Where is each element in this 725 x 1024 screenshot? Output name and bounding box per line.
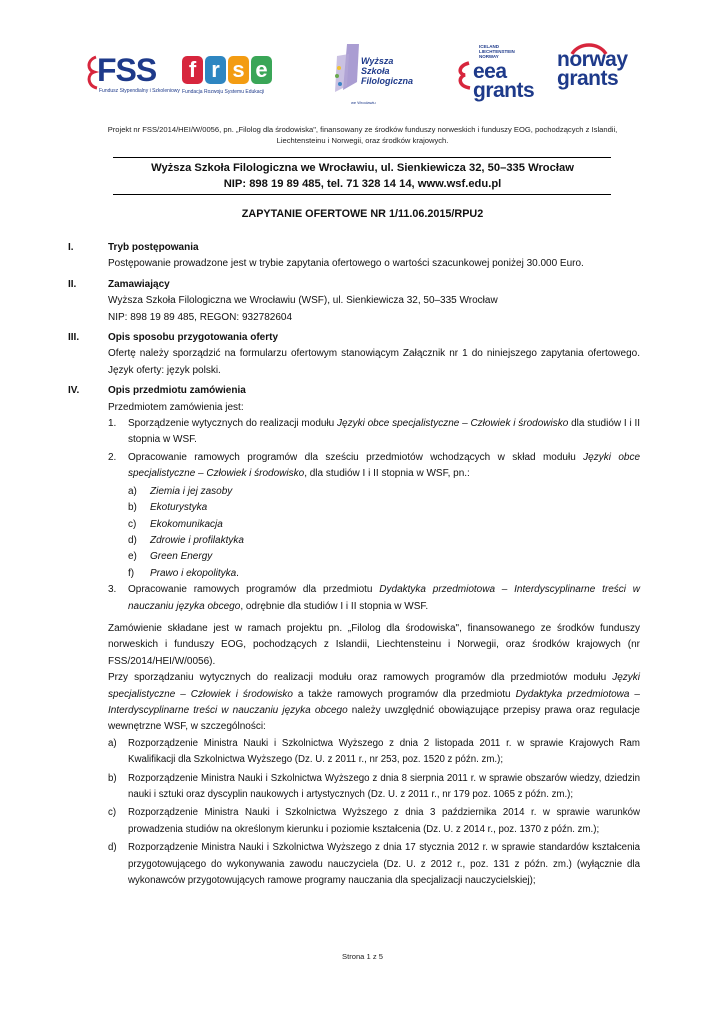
para-italic: Dydaktyka przedmiotowa – Interdyscyplinarne treści w nauczaniu języka obcego [108,688,640,716]
subject-name: Ziemia i jej zasoby [150,485,233,497]
list-marker: 1. [108,418,117,430]
list-marker: a) [108,737,117,749]
eea-word-2: grants [473,79,535,102]
eea-country-2: LIECHTENSTEIN [479,49,515,54]
frse-letter-e: e [251,56,272,84]
regulation-item [108,736,640,769]
section-line: Wyższa Szkoła Filologiczna we Wrocławiu (WSF), ul. Sienkiewicza 32, 50–335 Wrocław [108,295,498,307]
frse-letter-f: f [182,56,203,84]
norway-wordmark [557,50,628,88]
project-paragraph: Zamówienie składane jest w ramach projektu pn. „Filolog dla środowiska", finansowanego ze środków funduszy norweskich i funduszy EOG, pochodzących z Islandii, Liechtensteinu i Norwegii, oraz środków krajowych (nr FSS/2014/HEI/W/0056). [108,622,640,667]
regulation-text: Rozporządzenie Ministra Nauki i Szkolnictwa Wyższego z dnia 2 listopada 2011 r. w sprawie Krajowych Ram Kwalifikacji dla Szkolnictwa Wyższego (Dz. U. z 2011 r., nr 253, poz. 1520 z późn. zm.); [128,737,640,766]
institution-address: Wyższa Szkoła Filologiczna we Wrocławiu, ul. Sienkiewicza 32, 50–335 Wrocław [151,162,574,174]
subject-tail: . [236,567,239,579]
regulation-item [108,805,640,838]
section-heading: Opis przedmiotu zamówienia [108,385,246,397]
eea-country-3: NORWAY [479,54,499,59]
list-marker: f) [128,567,135,579]
section-3 [60,330,640,379]
section-heading: Zamawiający [108,278,170,290]
list-marker: 3. [108,584,117,596]
item-text: dla studiów I i II stopnia w WSF. [128,418,641,446]
scope-list [108,416,640,615]
frse-subtitle: Fundacja Rozwoju Systemu Edukacji [182,89,265,95]
para-text: a także ramowych programów dla przedmiotu [292,688,516,700]
project-note: Projekt nr FSS/2014/HEI/W/0056, pn. „Filolog dla środowiska", finansowany ze środków funduszy norweskich i funduszy EOG, pochodzących z Islandii, Liechtensteinu i Norwegii, oraz środków krajowych. [107,125,618,145]
fss-subtitle: Fundusz Stypendialny i Szkoleniowy [99,88,180,94]
fss-wordmark: FSS [97,52,157,88]
logo-bar [85,40,645,110]
item-text: Opracowanie ramowych programów dla sześciu przedmiotów wchodzących w skład modułu [128,451,584,463]
norway-grants-logo [557,50,639,106]
page-footer: Strona 1 z 5 [342,952,383,961]
sub-list-item [108,517,640,533]
sub-list-item [108,549,640,565]
list-marker: e) [128,551,137,563]
item-text: Opracowanie ramowych programów dla przedmiotu [128,584,380,596]
wsf-logo [331,40,414,108]
section-text: Ofertę należy sporządzić na formularzu ofertowym stanowiącym Załącznik nr 1 do niniejszego zapytania ofertowego. Język oferty: język polski. [108,348,640,376]
item-italic: Dydaktyka przedmiotowa – Interdyscyplinarne treści w nauczaniu języka obcego [128,584,640,612]
norway-word-2: grants [557,67,619,90]
item-text: Sporządzenie wytycznych do realizacji modułu [128,418,338,430]
header-divider-bottom [113,194,611,195]
sub-list-item [108,484,640,500]
wsf-line1: Wyższa [361,56,394,66]
regulation-item [108,771,640,804]
sub-list-item [108,566,640,582]
para-italic: Języki specjalistyczne – Człowiek i środowisko [108,672,640,700]
list-marker: b) [108,772,117,784]
header-divider-top [113,157,611,158]
subject-name: Zdrowie i profilaktyka [150,534,244,546]
regulation-text: Rozporządzenie Ministra Nauki i Szkolnictwa Wyższego z dnia 8 sierpnia 2011 r. w sprawie obszarów wiedzy, dziedzin nauki i sztuki oraz dyscyplin naukowych i artystycznych (Dz. U. z 2011 r., nr 179 poz. 1065 z późn. zm.); [128,772,640,800]
frse-logo [182,56,277,102]
list-marker: d) [108,842,117,854]
item-text: , odrębnie dla studiów I i II stopnia w WSF. [240,600,429,612]
list-marker: a) [128,485,137,497]
section-heading: Tryb postępowania [108,242,199,253]
section-4 [60,383,640,889]
list-item [108,450,640,483]
subject-name: Green Energy [150,551,213,563]
regulation-text: Rozporządzenie Ministra Nauki i Szkolnictwa Wyższego z dnia 3 października 2014 r. w sprawie warunków prowadzenia studiów na określonym kierunku i poziomie kształcenia (Dz. U. z 2014 r., poz. 1370 z późn. zm.); [128,807,640,835]
eea-grants-logo [455,44,540,106]
section-number: II. [68,278,77,290]
list-marker: c) [128,518,137,530]
sub-list-item [108,500,640,516]
wsf-face-icon [331,42,361,100]
regulation-text: Rozporządzenie Ministra Nauki i Szkolnictwa Wyższego z dnia 17 stycznia 2012 r. w sprawie standardów kształcenia przygotowującego do wykonywania zawodu nauczyciela (Dz. U. z 2012 r., poz. 131 z późn. zm.) (wyłącznie dla wykonawców przygotowujących ramowe programy nauczania dla specjalizacji nauczycielskiej); [128,842,640,887]
regulation-item [108,840,640,889]
list-marker: c) [108,807,117,819]
wsf-line3: Filologiczna [361,76,414,86]
regulations-list [60,736,640,890]
fss-logo [85,48,180,100]
section-intro: Przedmiotem zamówienia jest: [108,401,244,413]
document-body [60,240,640,891]
list-item [108,416,640,449]
eea-word-1: eea [473,60,507,83]
section-number: III. [68,332,80,344]
eea-wordmark [473,62,534,100]
list-marker: d) [128,534,137,546]
eea-countries [479,44,515,59]
institution-header [100,160,625,192]
norway-word-1: norway [557,48,628,71]
section-line: NIP: 898 19 89 485, REGON: 932782604 [108,311,293,323]
section-heading: Opis sposobu przygotowania oferty [108,332,279,344]
para-text: należy uwzględnić obowiązujące przepisy prawa oraz regulacje wewnętrzne WSF, w szczególności: [108,704,640,733]
section-1 [60,240,640,273]
wsf-subtitle: we Wrocławiu [351,100,376,105]
section-number: I. [68,242,74,253]
section-text: Postępowanie prowadzone jest w trybie zapytania ofertowego o wartości szacunkowej poniżej 30.000 Euro. [108,258,584,270]
wsf-line2: Szkoła [361,66,390,76]
item-italic: Języki obce specjalistyczne – Człowiek i środowisko [128,451,641,480]
frse-letter-s: s [228,56,249,84]
section-2 [60,277,640,326]
sub-list-item [108,533,640,549]
institution-contact: NIP: 898 19 89 485, tel. 71 328 14 14, www.wsf.edu.pl [223,178,502,190]
list-marker: b) [128,502,137,514]
eea-country-1: ICELAND [479,44,499,49]
para-text: Przy sporządzaniu wytycznych do realizacji modułu oraz ramowych programów dla przedmiotów modułu [108,672,613,684]
frse-letter-r: r [205,56,226,84]
section-number: IV. [68,385,80,397]
subject-name: Ekoturystyka [150,502,208,514]
item-italic: Języki obce specjalistyczne – Człowiek i środowisko [337,418,569,430]
eea-swirl-icon [455,60,473,90]
item-text: , dla studiów I i II stopnia w WSF, pn.: [304,468,470,480]
subject-name: Ekokomunikacja [150,518,223,530]
document-title: ZAPYTANIE OFERTOWE NR 1/11.06.2015/RPU2 [241,208,484,220]
subject-name: Prawo i ekopolityka [150,567,237,579]
wsf-wordmark [361,56,413,86]
list-marker: 2. [108,451,117,463]
list-item [108,582,640,615]
requirements-paragraph [108,670,640,736]
